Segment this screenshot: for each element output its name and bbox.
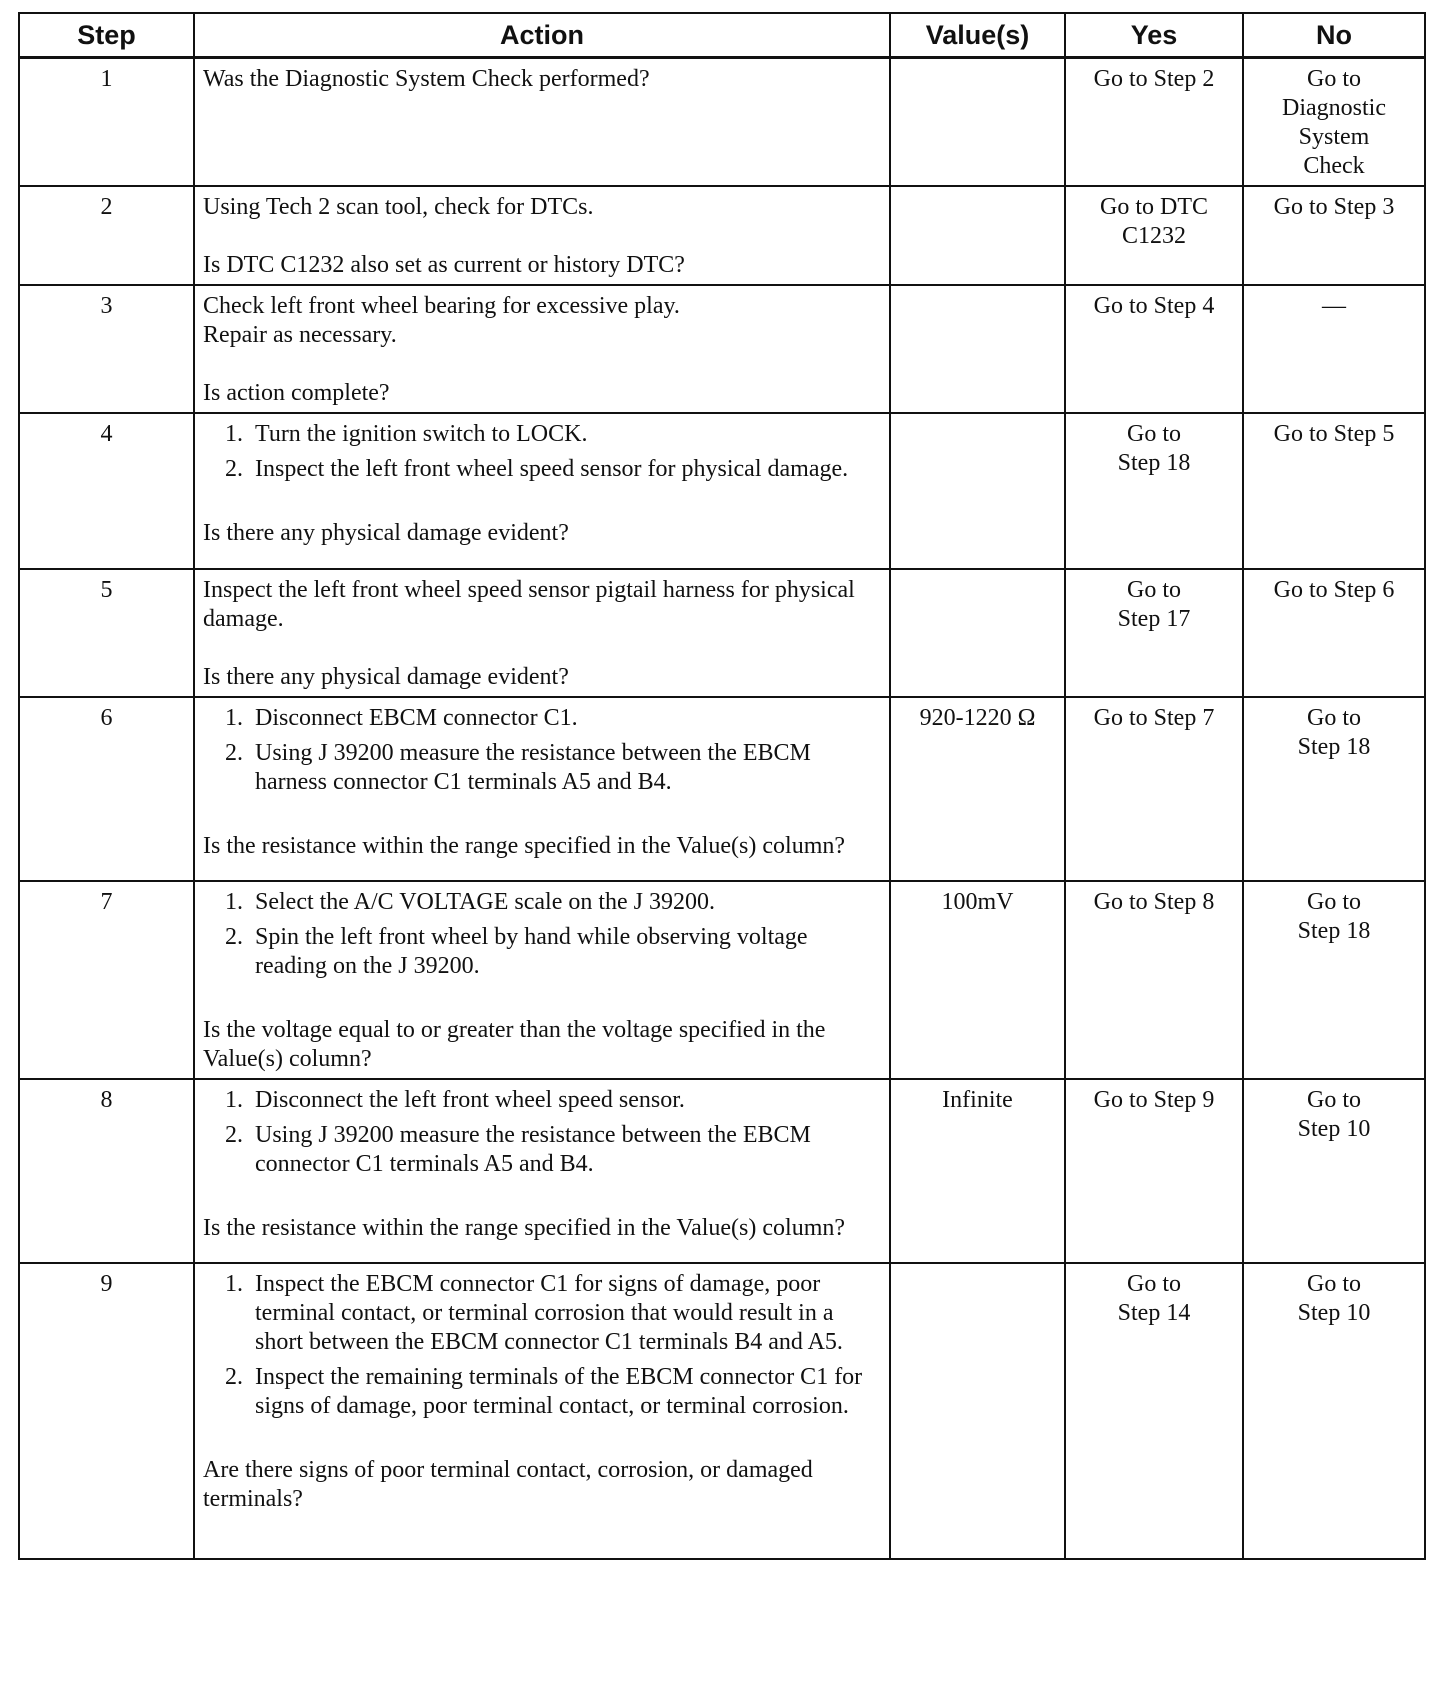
list-item-text: Inspect the remaining terminals of the EBCM connector C1 for signs of damage, poor terminal contact, or terminal corrosion. — [255, 1364, 863, 1419]
table-row — [19, 881, 1425, 1079]
list-item-number: 1. — [225, 1087, 243, 1113]
action-cell — [194, 285, 890, 413]
no-cell: Go to Step 10 — [1243, 1263, 1425, 1559]
list-item-text: Using J 39200 measure the resistance between the EBCM connector C1 terminals A5 and B4. — [255, 1122, 811, 1177]
list-item-text: Select the A/C VOLTAGE scale on the J 39200. — [255, 889, 716, 915]
value-cell — [890, 285, 1065, 413]
list-item-text: Disconnect the left front wheel speed sensor. — [255, 1087, 685, 1113]
value-cell — [890, 58, 1065, 187]
no-cell: Go to Step 10 — [1243, 1079, 1425, 1263]
action-cell — [194, 58, 890, 187]
action-text: Check left front wheel bearing for excessive play. — [203, 293, 680, 319]
action-cell — [194, 697, 890, 881]
action-question: Is action complete? — [203, 380, 390, 406]
yes-cell: Go to Step 9 — [1065, 1079, 1243, 1263]
step-number: 4 — [19, 413, 194, 569]
action-text: Using Tech 2 scan tool, check for DTCs. — [203, 194, 594, 220]
list-item — [203, 1121, 881, 1179]
list-item — [203, 1086, 881, 1115]
value-cell — [890, 1263, 1065, 1559]
action-text: Was the Diagnostic System Check performed? — [203, 66, 650, 92]
value-cell — [890, 569, 1065, 697]
yes-cell: Go to Step 7 — [1065, 697, 1243, 881]
list-item-number: 2. — [225, 1122, 243, 1148]
value-cell: Infinite — [890, 1079, 1065, 1263]
step-number: 5 — [19, 569, 194, 697]
action-cell — [194, 1263, 890, 1559]
action-cell — [194, 186, 890, 285]
no-cell: Go to Step 5 — [1243, 413, 1425, 569]
action-question: Is the resistance within the range specified in the Value(s) column? — [203, 1215, 846, 1241]
list-item-number: 2. — [225, 740, 243, 766]
table-row — [19, 697, 1425, 881]
list-item — [203, 420, 881, 449]
value-cell — [890, 413, 1065, 569]
action-question: Are there signs of poor terminal contact, corrosion, or damaged terminals? — [203, 1457, 813, 1512]
step-number: 1 — [19, 58, 194, 187]
step-number: 9 — [19, 1263, 194, 1559]
table-row — [19, 413, 1425, 569]
step-number: 8 — [19, 1079, 194, 1263]
value-cell: 920-1220 Ω — [890, 697, 1065, 881]
list-item-number: 2. — [225, 456, 243, 482]
header-action: Action — [194, 13, 890, 58]
list-item-text: Inspect the left front wheel speed sensor for physical damage. — [255, 456, 849, 482]
list-item — [203, 923, 881, 981]
list-item-number: 1. — [225, 421, 243, 447]
diagnostic-table — [18, 12, 1426, 1560]
action-question: Is there any physical damage evident? — [203, 520, 569, 546]
list-item-number: 1. — [225, 1271, 243, 1297]
table-row — [19, 58, 1425, 187]
list-item-text: Disconnect EBCM connector C1. — [255, 705, 578, 731]
action-steps-list — [203, 1270, 881, 1421]
list-item-number: 1. — [225, 705, 243, 731]
yes-cell: Go to DTC C1232 — [1065, 186, 1243, 285]
step-number: 7 — [19, 881, 194, 1079]
header-yes: Yes — [1065, 13, 1243, 58]
list-item-text: Inspect the EBCM connector C1 for signs of damage, poor terminal contact, or terminal corrosion that would result in a short between the EBCM connector C1 terminals B4 and A5. — [255, 1271, 843, 1355]
list-item-text: Turn the ignition switch to LOCK. — [255, 421, 588, 447]
action-question: Is there any physical damage evident? — [203, 664, 569, 690]
action-cell — [194, 413, 890, 569]
header-values: Value(s) — [890, 13, 1065, 58]
list-item — [203, 704, 881, 733]
yes-cell: Go to Step 18 — [1065, 413, 1243, 569]
step-number: 3 — [19, 285, 194, 413]
action-cell — [194, 881, 890, 1079]
yes-cell: Go to Step 8 — [1065, 881, 1243, 1079]
document-page — [18, 12, 1424, 1560]
no-cell: Go to Step 18 — [1243, 697, 1425, 881]
no-cell: — — [1243, 285, 1425, 413]
table-row — [19, 1263, 1425, 1559]
action-steps-list — [203, 1086, 881, 1179]
action-question: Is the resistance within the range specified in the Value(s) column? — [203, 833, 846, 859]
table-row — [19, 1079, 1425, 1263]
action-text: Inspect the left front wheel speed sensor pigtail harness for physical damage. — [203, 577, 855, 632]
list-item — [203, 739, 881, 797]
table-row — [19, 186, 1425, 285]
yes-cell: Go to Step 4 — [1065, 285, 1243, 413]
step-number: 6 — [19, 697, 194, 881]
yes-cell: Go to Step 17 — [1065, 569, 1243, 697]
action-cell — [194, 569, 890, 697]
yes-cell: Go to Step 14 — [1065, 1263, 1243, 1559]
value-cell — [890, 186, 1065, 285]
action-cell — [194, 1079, 890, 1263]
action-question: Is the voltage equal to or greater than the voltage specified in the Value(s) column? — [203, 1017, 826, 1072]
list-item-number: 2. — [225, 924, 243, 950]
value-cell: 100mV — [890, 881, 1065, 1079]
action-text: Repair as necessary. — [203, 322, 397, 348]
no-cell: Go to Step 6 — [1243, 569, 1425, 697]
action-steps-list — [203, 704, 881, 797]
header-step: Step — [19, 13, 194, 58]
list-item-number: 1. — [225, 889, 243, 915]
table-header-row — [19, 13, 1425, 58]
action-question: Is DTC C1232 also set as current or history DTC? — [203, 252, 685, 278]
header-no: No — [1243, 13, 1425, 58]
step-number: 2 — [19, 186, 194, 285]
action-steps-list — [203, 420, 881, 484]
list-item-text: Spin the left front wheel by hand while observing voltage reading on the J 39200. — [255, 924, 808, 979]
list-item — [203, 888, 881, 917]
list-item-text: Using J 39200 measure the resistance between the EBCM harness connector C1 terminals A5 and B4. — [255, 740, 811, 795]
table-row — [19, 569, 1425, 697]
yes-cell: Go to Step 2 — [1065, 58, 1243, 187]
no-cell: Go to Step 18 — [1243, 881, 1425, 1079]
list-item-number: 2. — [225, 1364, 243, 1390]
table-body — [19, 58, 1425, 1560]
list-item — [203, 1270, 881, 1357]
list-item — [203, 1363, 881, 1421]
no-cell: Go to Diagnostic System Check — [1243, 58, 1425, 187]
no-cell: Go to Step 3 — [1243, 186, 1425, 285]
table-row — [19, 285, 1425, 413]
action-steps-list — [203, 888, 881, 981]
list-item — [203, 455, 881, 484]
